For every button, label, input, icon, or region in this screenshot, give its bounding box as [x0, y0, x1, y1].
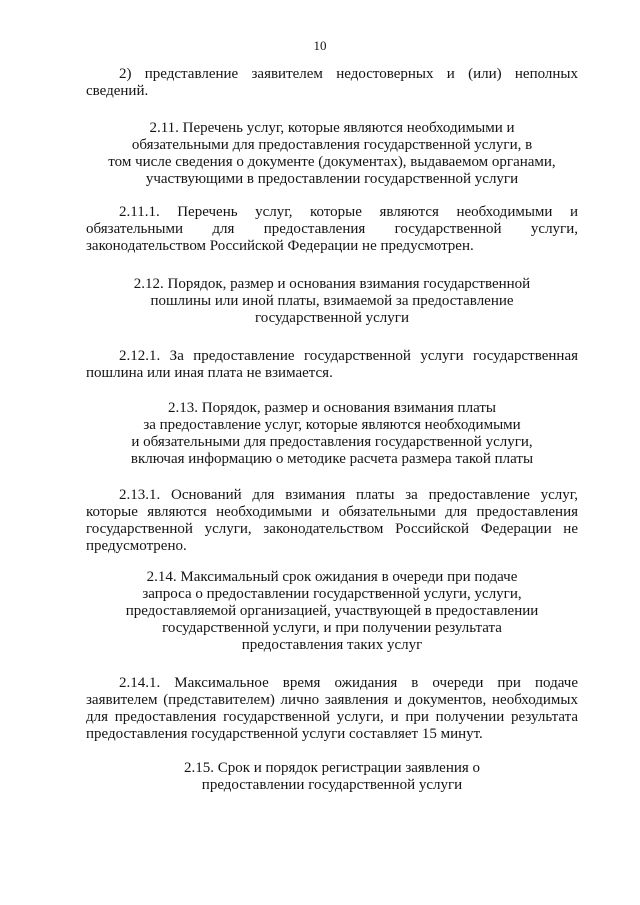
paragraph-text — [86, 487, 578, 555]
text-line: заявителем (представителем) лично заявления и документов, необходимых — [86, 692, 578, 708]
heading-line: 2.13. Порядок, размер и основания взимания платы — [168, 400, 496, 416]
text-line: пошлина или иная плата не взимается. — [86, 365, 333, 381]
heading-line: государственной услуги — [255, 310, 409, 326]
heading-line: включая информацию о методике расчета размера такой платы — [130, 451, 534, 467]
section-heading — [86, 120, 578, 188]
text-line: сведений. — [86, 83, 149, 99]
paragraph-text — [86, 66, 578, 100]
heading-line: предоставлении государственной услуги — [201, 777, 463, 793]
text-line: предусмотрено. — [86, 538, 187, 554]
heading-line: запроса о предоставлении государственной услуги, услуги, — [142, 586, 522, 602]
text-line: 2.11.1. Перечень услуг, которые являются необходимыми и — [119, 204, 578, 220]
heading-line: пошлины или иной платы, взимаемой за предоставление — [150, 293, 514, 309]
heading-line: государственной услуги, и при получении результата — [162, 620, 502, 636]
text-line: 2.14.1. Максимальное время ожидания в очереди при подаче — [119, 675, 578, 691]
heading-line: 2.15. Срок и порядок регистрации заявления о — [183, 760, 481, 776]
text-line: обязательными для предоставления государственной услуги, — [86, 221, 578, 237]
paragraph-2-14-1 — [86, 675, 578, 743]
section-heading-2-15 — [86, 760, 578, 794]
text-line: 2.13.1. Оснований для взимания платы за предоставление услуг, — [119, 487, 578, 503]
paragraph-text — [86, 675, 578, 743]
text-line: 2) представление заявителем недостоверных и (или) неполных — [119, 66, 578, 82]
paragraph-2-12-1 — [86, 348, 578, 382]
heading-line: предоставления таких услуг — [241, 637, 423, 653]
heading-line: за предоставление услуг, которые являются необходимыми — [143, 417, 521, 433]
text-line: для предоставления государственной услуги, и при получении результата — [86, 709, 578, 725]
section-heading — [86, 276, 578, 327]
text-line: которые являются необходимыми и обязательными для предоставления — [86, 504, 578, 520]
heading-line: и обязательными для предоставления государственной услуги, — [131, 434, 533, 450]
heading-line: обязательными для предоставления государственной услуги, в — [131, 137, 533, 153]
paragraph-item-2 — [86, 66, 578, 100]
section-heading — [86, 760, 578, 794]
section-heading — [86, 400, 578, 468]
section-heading-2-14 — [86, 569, 578, 654]
heading-line: участвующими в предоставлении государственной услуги — [145, 171, 519, 187]
text-line: государственной услуги, законодательством Российской Федерации не — [86, 521, 578, 537]
heading-line: 2.12. Порядок, размер и основания взимания государственной — [133, 276, 531, 292]
text-line: законодательством Российской Федерации не предусмотрен. — [86, 238, 474, 254]
heading-line: 2.11. Перечень услуг, которые являются необходимыми и — [149, 120, 515, 136]
paragraph-2-11-1 — [86, 204, 578, 255]
paragraph-2-13-1 — [86, 487, 578, 555]
page-number: 10 — [313, 38, 327, 53]
section-heading-2-13 — [86, 400, 578, 468]
section-heading-2-11 — [86, 120, 578, 188]
text-line: 2.12.1. За предоставление государственной услуги государственная — [119, 348, 578, 364]
text-line: предоставления государственной услуги составляет 15 минут. — [86, 726, 483, 742]
section-heading — [86, 569, 578, 654]
paragraph-text — [86, 348, 578, 382]
heading-line: том числе сведения о документе (документах), выдаваемом органами, — [108, 154, 556, 170]
heading-line: 2.14. Максимальный срок ожидания в очереди при подаче — [146, 569, 518, 585]
section-heading-2-12 — [86, 276, 578, 327]
paragraph-text — [86, 204, 578, 255]
heading-line: предоставляемой организацией, участвующей в предоставлении — [125, 603, 539, 619]
